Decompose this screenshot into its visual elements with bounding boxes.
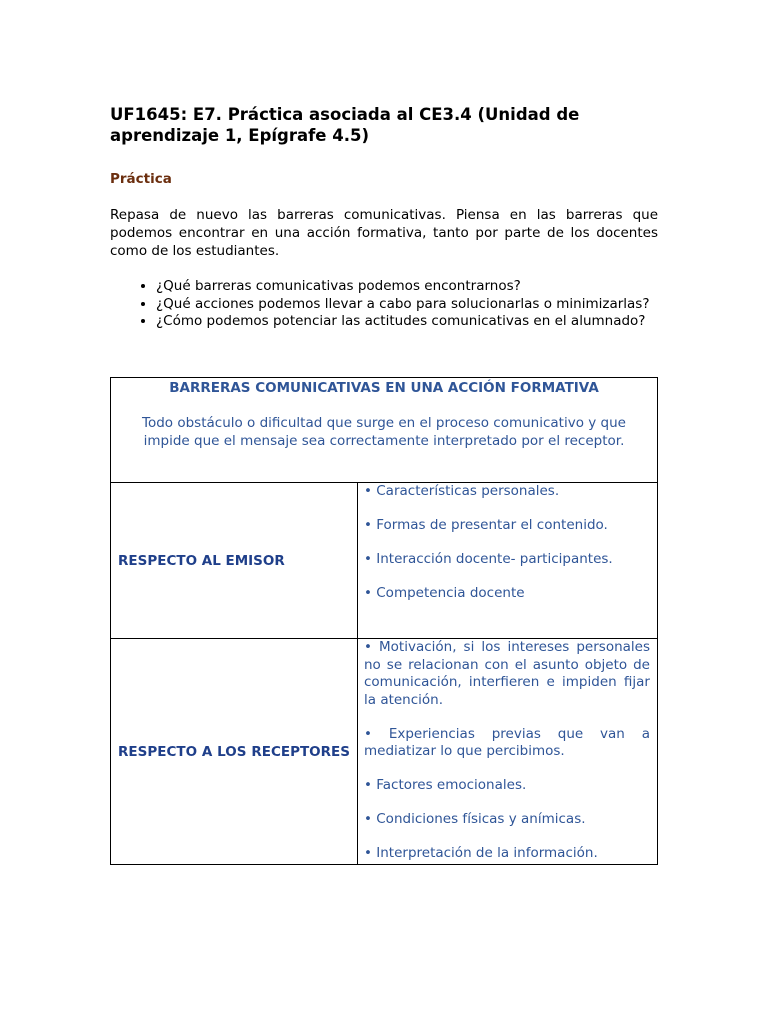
- list-item: • Motivación, si los intereses personales no se relacionan con el asunto objeto de comunicación, interfieren e impiden fijar la atención.: [364, 639, 650, 708]
- list-item: • Factores emocionales.: [364, 777, 527, 793]
- table-definition: Todo obstáculo o dificultad que surge en el proceso comunicativo y que impide que el mensaje sea correctamente interpretado por el receptor.: [142, 415, 626, 449]
- list-item: • Condiciones físicas y anímicas.: [364, 811, 586, 827]
- table-row: [111, 639, 658, 865]
- row-label-receptores: RESPECTO A LOS RECEPTORES: [111, 639, 358, 865]
- document-body: [110, 104, 658, 331]
- list-item: • Formas de presentar el contenido.: [364, 517, 608, 533]
- row-label-emisor: RESPECTO AL EMISOR: [111, 483, 358, 639]
- table-title: BARRERAS COMUNICATIVAS EN UNA ACCIÓN FORMATIVA: [169, 380, 599, 396]
- intro-paragraph: Repasa de nuevo las barreras comunicativas. Piensa en las barreras que podemos encontrar en una acción formativa, tanto por parte de los docentes como de los estudiantes.: [110, 207, 658, 259]
- document-title: UF1645: E7. Práctica asociada al CE3.4 (Unidad de aprendizaje 1, Epígrafe 4.5): [110, 105, 580, 145]
- question-item: • ¿Qué acciones podemos llevar a cabo para solucionarlas o minimizarlas?: [156, 296, 658, 314]
- row-items-emisor: [358, 483, 658, 639]
- barriers-table: [110, 377, 658, 865]
- list-item: • Interpretación de la información.: [364, 845, 598, 861]
- list-item: • Competencia docente: [364, 585, 525, 601]
- list-item: • Experiencias previas que van a mediatizar lo que percibimos.: [364, 725, 650, 759]
- question-list: [110, 278, 658, 331]
- question-item: • ¿Qué barreras comunicativas podemos encontrarnos?: [156, 278, 658, 296]
- row-items-receptores: [358, 639, 658, 865]
- table-header-cell: [111, 378, 658, 483]
- table-row: [111, 483, 658, 639]
- list-item: • Interacción docente- participantes.: [364, 551, 613, 567]
- table-header-row: [111, 378, 658, 483]
- list-item: • Características personales.: [364, 483, 560, 499]
- section-heading: Práctica: [110, 171, 172, 187]
- question-item: • ¿Cómo podemos potenciar las actitudes comunicativas en el alumnado?: [156, 313, 658, 331]
